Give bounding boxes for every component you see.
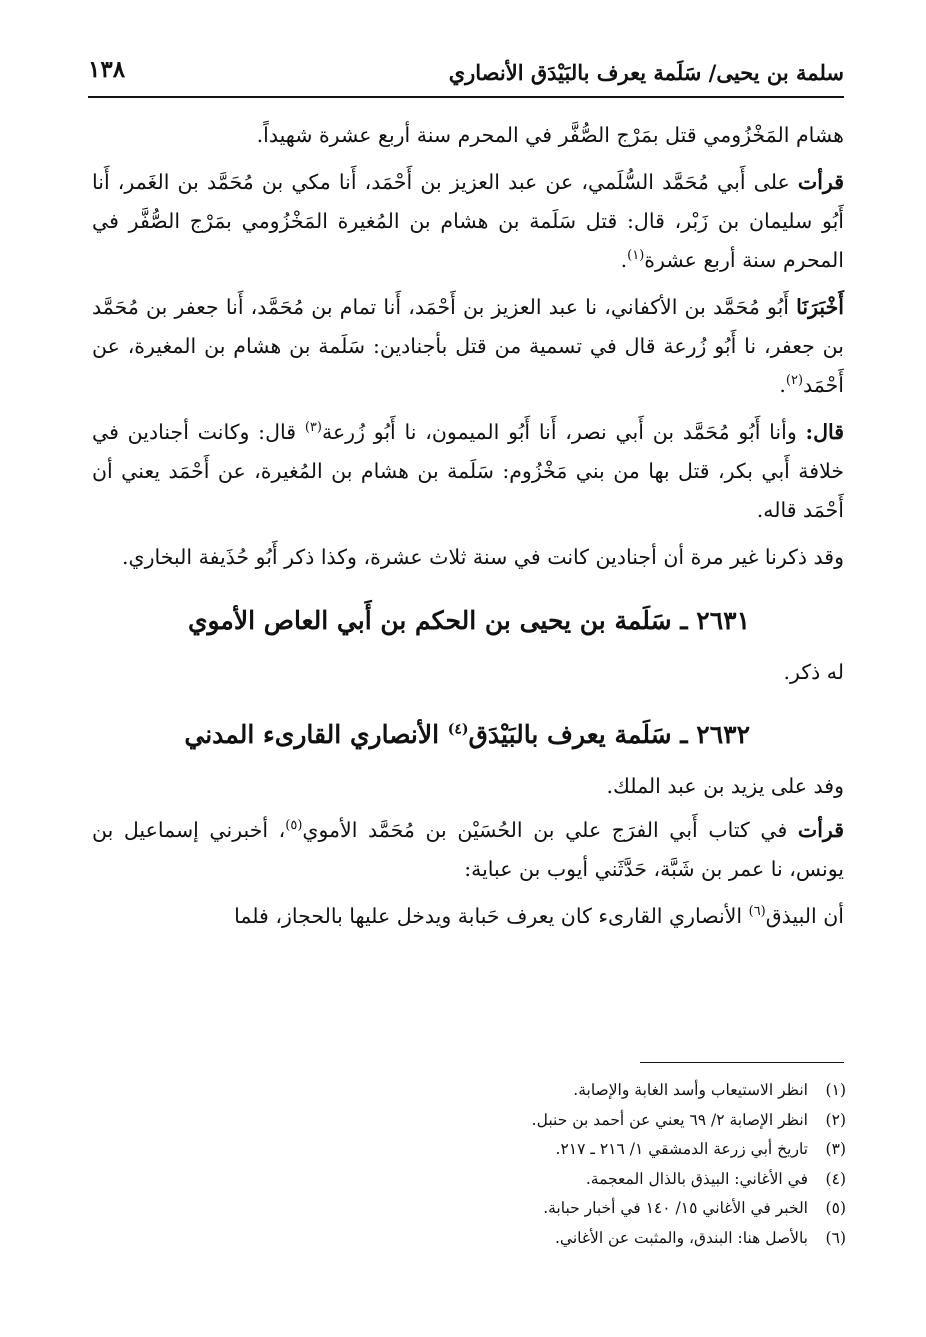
footnote-text: بالأصل هنا: البندق، والمثبت عن الأغاني. — [555, 1228, 808, 1247]
footnote-ref: (٤) — [447, 721, 469, 738]
paragraph-lead: قرأت — [797, 818, 844, 842]
paragraph-5 — [92, 538, 844, 577]
paragraph-text: وأنا أَبُو مُحَمَّد بن أَبي نصر، أَنا أَبُو الميمون، نا أَبُو زُرعة — [321, 420, 806, 444]
paragraph-text: وقد ذكرنا غير مرة أن أجنادين كانت في سنة ثلاث عشرة، وكذا ذكر أَبُو حُذَيفة البخاري. — [122, 545, 844, 569]
entry-title-2632 — [92, 713, 844, 757]
paragraph-tail: قال: وكانت أجنادين في خلافة أَبي بكر، قتل بها من بني مَخْزُوم: سَلَمة بن هشام بن المُغيرة، عن أَحْمَد يعني أن أَحْمَد قاله. — [92, 420, 844, 522]
paragraph-1 — [92, 116, 844, 155]
entry-title-tail: الأنصاري القارىء المدني — [184, 720, 448, 749]
entry-body-2631: له ذكر. — [783, 660, 844, 684]
paragraph-text: في كتاب أَبي الفرَج علي بن الحُسَيْن بن مُحَمَّد الأموي — [302, 818, 798, 842]
footnote-number: (٢) — [825, 1110, 846, 1129]
paragraph-text: أن البيذق — [765, 904, 844, 928]
main-text — [92, 116, 844, 936]
footnote-number: (٤) — [825, 1169, 846, 1188]
footnote-ref: (٢) — [785, 373, 804, 389]
footnote-text: الخبر في الأغاني ١٥/ ١٤٠ في أخبار حبابة. — [543, 1199, 808, 1217]
footnote-3 — [146, 1135, 846, 1165]
paragraph-text: على أَبي مُحَمَّد السُّلَمي، عن عبد العزيز بن أَحْمَد، أَنا مكي بن مُحَمَّد بن الغَمر، أَنا أَبُو سليمان بن زَبْر، قال: قتل سَلَمة بن هشام بن المُغيرة المَخْزُومي بمَرْج الصُّفَّر في المحرم سنة أربع عشرة — [92, 170, 844, 272]
footnote-ref: (٥) — [285, 818, 303, 834]
footnotes — [146, 1076, 846, 1253]
footnote-4 — [146, 1165, 846, 1195]
footnote-text: في الأغاني: البيذق بالذال المعجمة. — [585, 1169, 808, 1188]
paragraph-3 — [92, 288, 844, 405]
footnote-6 — [146, 1224, 846, 1254]
page-number: ١٣٨ — [88, 56, 126, 83]
footnote-text: تاريخ أبي زرعة الدمشقي ١/ ٢١٦ ـ ٢١٧. — [555, 1140, 808, 1158]
paragraph-lead: قرأت — [797, 170, 844, 194]
footnote-ref: (١) — [627, 248, 645, 264]
paragraph-2 — [92, 163, 844, 280]
paragraph-tail: الأنصاري القارىء كان يعرف حَبابة ويدخل عليها بالحجاز، فلما — [234, 904, 749, 928]
paragraph-lead: قال: — [805, 420, 845, 444]
footnote-2 — [146, 1106, 846, 1136]
paragraph-tail: ، أخبرني إسماعيل بن يونس، نا عمر بن شَبَّة، حَدَّثَني أيوب بن عباية: — [92, 818, 844, 881]
footnote-number: (٥) — [825, 1199, 846, 1217]
paragraph-4 — [92, 413, 844, 530]
footnote-number: (٦) — [825, 1228, 846, 1247]
paragraph-lead: أَخْبَرَنَا — [796, 295, 844, 319]
footnote-number: (١) — [825, 1081, 846, 1099]
paragraph-tail: . — [779, 373, 786, 397]
footnote-ref: (٣) — [304, 420, 322, 436]
footnote-text: انظر الاستيعاب وأسد الغابة والإصابة. — [573, 1081, 808, 1099]
header-rule — [88, 96, 844, 98]
page-header — [88, 52, 844, 94]
paragraph-text: أَبُو مُحَمَّد بن الأكفاني، نا عبد العزيز بن أَحْمَد، أَنا تمام بن مُحَمَّد، أَنا جعفر بن مُحَمَّد بن جعفر، نا أَبُو زُرعة قال في تسمية من قتل بأجنادين: سَلَمة بن هشام بن المغيرة، عن أَحْمَد — [92, 295, 844, 397]
footnote-number: (٣) — [825, 1140, 846, 1158]
footnote-text: انظر الإصابة ٢/ ٦٩ يعني عن أحمد بن حنبل. — [531, 1110, 808, 1129]
entry-body-2632: وفد على يزيد بن عبد الملك. — [606, 774, 844, 798]
footnote-ref: (٦) — [748, 904, 766, 920]
entry-title-2631: ٢٦٣١ ـ سَلَمة بن يحيى بن الحكم بن أَبي العاص الأموي — [187, 606, 750, 635]
paragraph-7 — [92, 897, 844, 936]
footnote-rule — [640, 1062, 844, 1063]
entry-title-text: ٢٦٣٢ ـ سَلَمة يعرف بالبَيْدَق — [468, 720, 750, 749]
footnote-1 — [146, 1076, 846, 1106]
paragraph-text: هشام المَخْزُومي قتل بمَرْج الصُّفَّر في المحرم سنة أربع عشرة شهيداً. — [256, 123, 844, 147]
paragraph-6 — [92, 811, 844, 889]
running-title: سلمة بن يحيى/ سَلَمة يعرف بالبَيْدَق الأنصاري — [448, 60, 844, 85]
paragraph-tail: . — [620, 248, 628, 272]
footnote-5 — [146, 1194, 846, 1224]
